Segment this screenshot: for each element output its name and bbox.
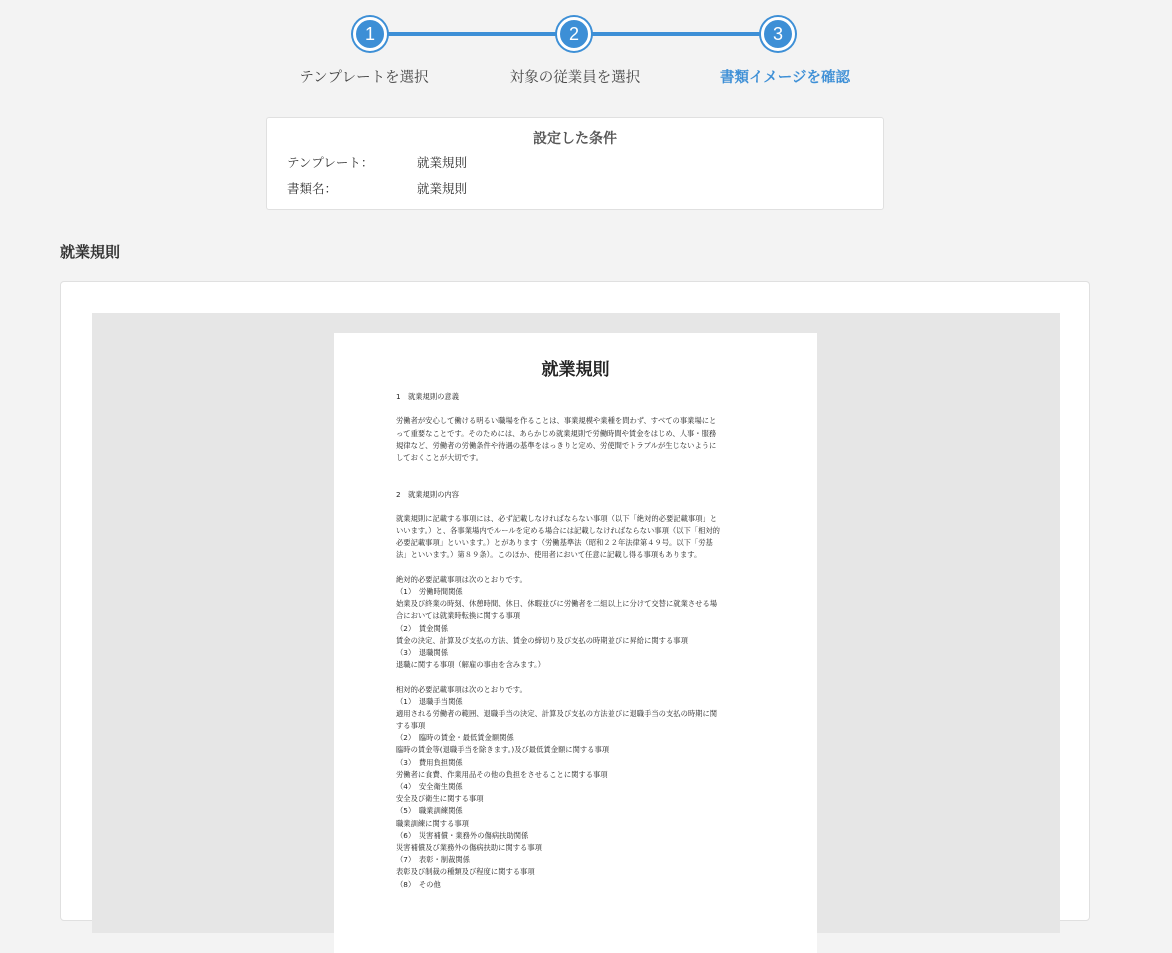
docname-value: 就業規則: [417, 181, 468, 196]
document-line: しておくことが大切です。: [396, 452, 483, 462]
step-3-number: 3: [761, 17, 795, 51]
document-line: 就業規則に記載する事項には、必ず記載しなければならない事項（以下「絶対的必要記載事項」と: [396, 513, 718, 523]
document-line: 1 就業規則の意義: [396, 392, 460, 401]
document-line: 臨時の賃金等(退職手当を除きます。)及び最低賃金額に関する事項: [396, 745, 610, 755]
docname-key: 書類名：: [287, 181, 338, 196]
document-line: 職業訓練に関する事項: [396, 818, 469, 828]
document-line: 始業及び終業の時刻、休憩時間、休日、休暇並びに労働者を二組以上に分けて交替に就業させる場: [396, 599, 718, 609]
document-line: 合においては就業時転換に関する事項: [396, 611, 521, 621]
document-preview-card: [60, 281, 1090, 921]
document-line: 規律など、労働者の労働条件や待遇の基準をはっきりと定め、労使間でトラブルが生じないように: [396, 440, 717, 450]
document-line: 賃金の決定、計算及び支払の方法、賃金の締切り及び支払の時期並びに昇給に関する事項: [396, 635, 688, 645]
document-line: 相対的必要記載事項は次のとおりです。: [396, 684, 527, 694]
step-1-number: 1: [353, 17, 387, 51]
document-line: いいます。）と、各事業場内でルールを定める場合には記載しなければならない事項（以下「相対的: [396, 526, 720, 536]
document-line: （1） 退職手当関係: [396, 696, 463, 706]
step-1-label: テンプレートを選択: [299, 70, 429, 86]
document-line: 2 就業規則の内容: [396, 489, 460, 499]
document-page: [334, 333, 817, 953]
document-line: って重要なことです。そのためには、あらかじめ就業規則で労働時間や賃金をはじめ、人事・服務: [396, 428, 717, 438]
document-line: 退職に関する事項（解雇の事由を含みます。）: [396, 660, 545, 670]
template-key: テンプレート：: [287, 155, 374, 170]
step-2-number: 2: [557, 17, 591, 51]
document-blank-line: [396, 562, 756, 574]
document-line: 安全及び衛生に関する事項: [396, 794, 484, 804]
section-title: 就業規則: [60, 243, 121, 261]
document-line: 表彰及び制裁の種類及び程度に関する事項: [396, 867, 535, 877]
document-body: [396, 391, 756, 891]
document-line: 絶対的必要記載事項は次のとおりです。: [396, 574, 527, 584]
document-line: 適用される労働者の範囲、退職手当の決定、計算及び支払の方法並びに退職手当の支払の時期に関: [396, 708, 718, 718]
document-line: （3） 退職関係: [396, 647, 449, 657]
document-line: 必要記載事項」といいます。）とがあります（労働基準法（昭和２２年法律第４９号。以下「労基: [396, 538, 713, 548]
document-blank-line: [396, 501, 756, 513]
document-line: 労働者に食費、作業用品その他の負担をさせることに関する事項: [396, 769, 608, 779]
step-3-label: 書類イメージを確認: [719, 70, 851, 86]
document-line: 労働者が安心して働ける明るい職場を作ることは、事業規模や業種を問わず、すべての事業場にと: [396, 416, 717, 426]
document-blank-line: [396, 476, 756, 488]
document-line: （1） 労働時間関係: [396, 587, 463, 596]
document-line: （4） 安全衛生関係: [396, 782, 463, 791]
document-title: 就業規則: [541, 360, 610, 380]
document-line: （8） その他: [396, 879, 441, 889]
document-line: （7） 表彰・制裁関係: [396, 855, 470, 865]
template-value: 就業規則: [417, 155, 468, 170]
progress-stepper: [0, 0, 1172, 100]
document-line: 法」といいます。）第８９条）。このほか、使用者において任意に記載し得る事項もあります。: [396, 550, 702, 560]
conditions-title: 設定した条件: [533, 131, 617, 147]
document-line: （6） 災害補償・業務外の傷病扶助関係: [396, 830, 529, 840]
document-line: （3） 費用負担関係: [396, 757, 463, 767]
step-connector: [590, 32, 762, 36]
step-connector: [386, 32, 558, 36]
document-line: （2） 臨時の賃金・最低賃金額関係: [396, 733, 514, 743]
document-line: （5） 職業訓練関係: [396, 806, 463, 816]
document-line: （2） 賃金関係: [396, 623, 449, 633]
document-blank-line: [396, 403, 756, 415]
document-line: 災害補償及び業務外の傷病扶助に関する事項: [396, 842, 542, 852]
conditions-card: [266, 117, 884, 210]
step-2-label: 対象の従業員を選択: [509, 70, 641, 86]
document-line: する事項: [396, 721, 426, 731]
document-blank-line: [396, 464, 756, 476]
document-preview-area[interactable]: [92, 313, 1060, 933]
document-blank-line: [396, 671, 756, 683]
